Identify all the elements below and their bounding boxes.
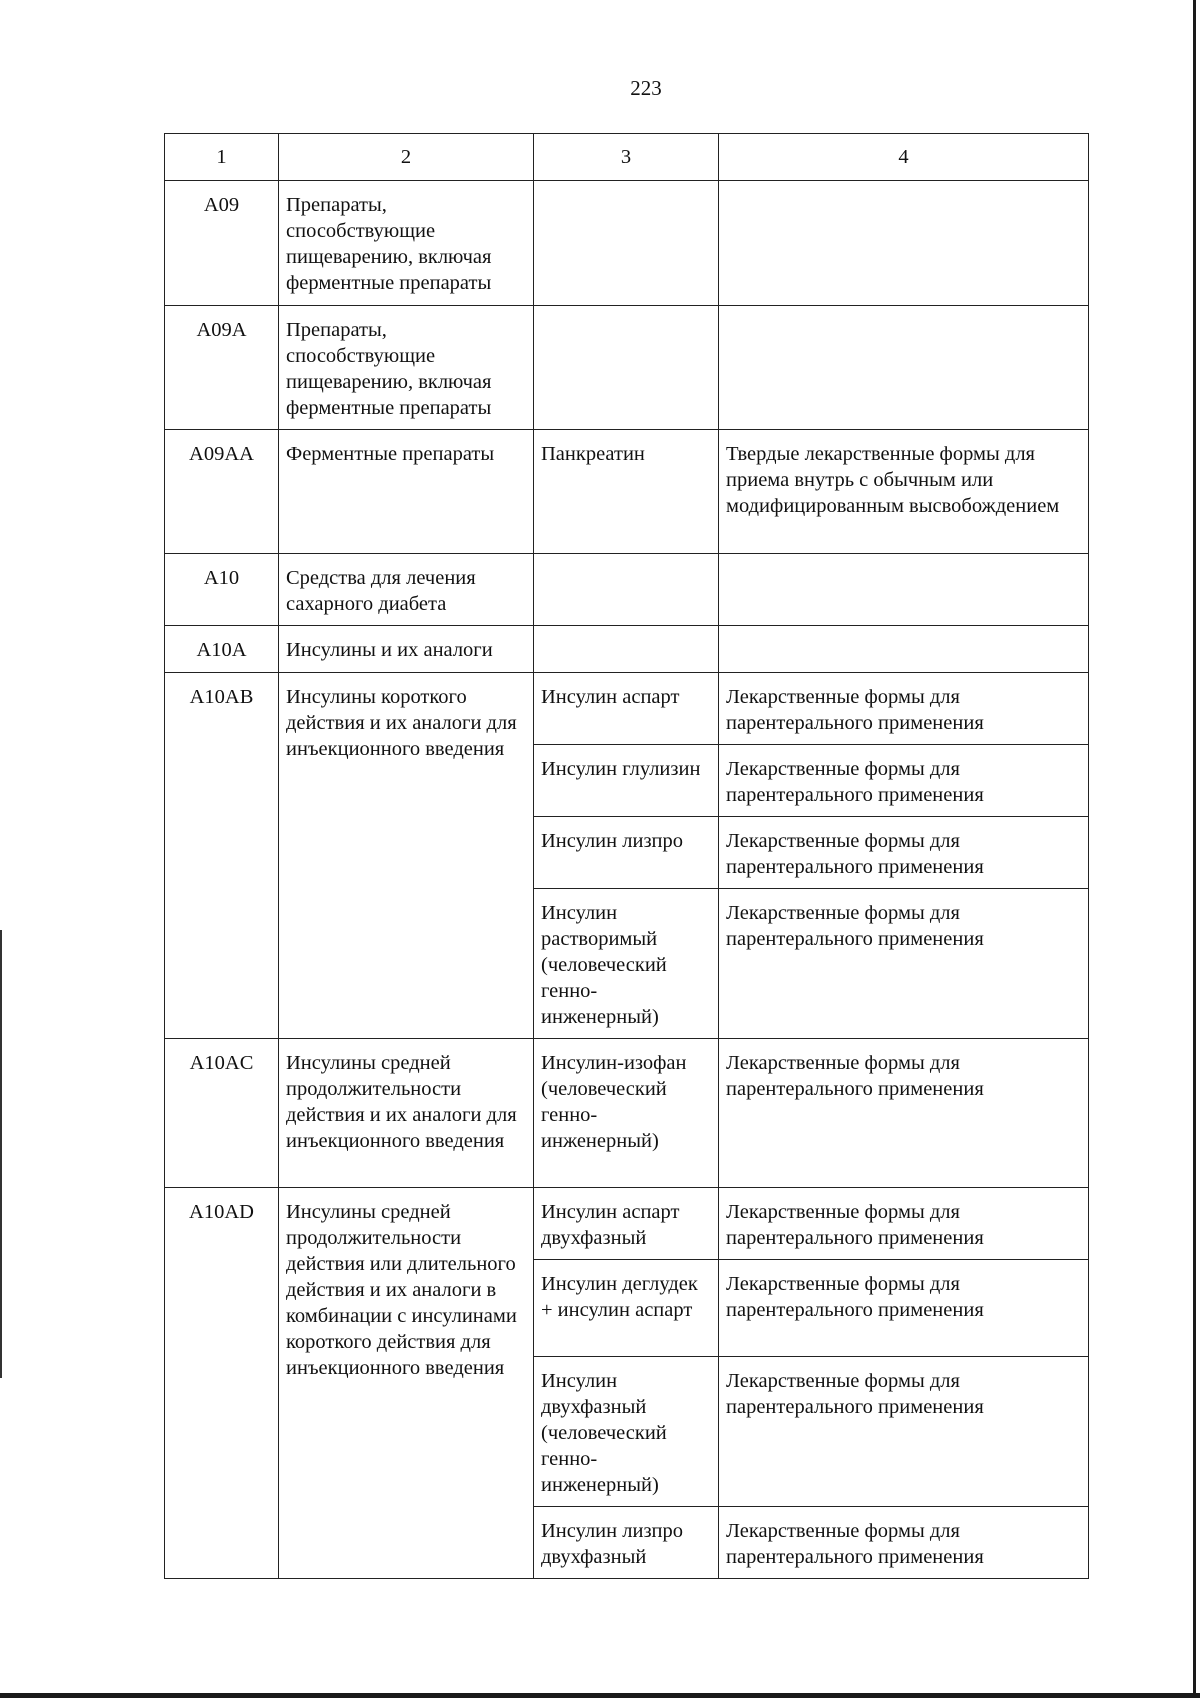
dosage-form	[719, 554, 1089, 626]
table-row	[165, 181, 1089, 306]
dosage-form: Лекарственные формы для парентерального применения	[719, 889, 1089, 1039]
group-name: Препараты, способствующие пищеварению, включая ферментные препараты	[279, 306, 534, 430]
dosage-form: Лекарственные формы для парентерального применения	[719, 1188, 1089, 1260]
group-name: Инсулины и их аналоги	[279, 626, 534, 673]
dosage-form: Лекарственные формы для парентерального применения	[719, 817, 1089, 889]
dosage-form	[719, 626, 1089, 673]
substance-name	[534, 181, 719, 306]
dosage-form: Лекарственные формы для парентерального применения	[719, 745, 1089, 817]
atc-code: A10A	[165, 626, 279, 673]
column-header: 2	[279, 134, 534, 181]
substance-name: Инсулин-изофан (человеческий генно-инженерный)	[534, 1039, 719, 1188]
group-name: Инсулины средней продолжительности действия и их аналоги для инъекционного введения	[279, 1039, 534, 1188]
table-row	[165, 673, 1089, 745]
dosage-form	[719, 181, 1089, 306]
atc-code: A10	[165, 554, 279, 626]
dosage-form: Лекарственные формы для парентерального применения	[719, 1260, 1089, 1357]
atc-code: A10AD	[165, 1188, 279, 1579]
atc-code: A09	[165, 181, 279, 306]
substance-name: Инсулин глулизин	[534, 745, 719, 817]
substance-name: Инсулин аспарт двухфазный	[534, 1188, 719, 1260]
dosage-form: Лекарственные формы для парентерального применения	[719, 673, 1089, 745]
atc-code: A10AC	[165, 1039, 279, 1188]
table-header-row	[165, 134, 1089, 181]
table-row	[165, 430, 1089, 554]
substance-name: Инсулин деглудек + инсулин аспарт	[534, 1260, 719, 1357]
substance-name: Инсулин лизпро двухфазный	[534, 1507, 719, 1579]
substance-name: Инсулин двухфазный (человеческий генно-инженерный)	[534, 1357, 719, 1507]
column-header: 4	[719, 134, 1089, 181]
table-row	[165, 626, 1089, 673]
group-name: Инсулины короткого действия и их аналоги для инъекционного введения	[279, 673, 534, 1039]
page-number: 223	[630, 76, 662, 100]
column-header: 1	[165, 134, 279, 181]
substance-name	[534, 306, 719, 430]
atc-code: A09A	[165, 306, 279, 430]
dosage-form: Лекарственные формы для парентерального применения	[719, 1507, 1089, 1579]
scan-edge-bottom	[0, 1693, 1200, 1698]
dosage-form: Твердые лекарственные формы для приема внутрь с обычным или модифицированным высвобождением	[719, 430, 1089, 554]
substance-name: Инсулин растворимый (человеческий генно-инженерный)	[534, 889, 719, 1039]
table-row	[165, 306, 1089, 430]
group-name: Инсулины средней продолжительности действия или длительного действия и их аналоги в комбинации с инсулинами короткого действия для инъекционного введения	[279, 1188, 534, 1579]
atc-code: A09AA	[165, 430, 279, 554]
substance-name	[534, 554, 719, 626]
table-row	[165, 1039, 1089, 1188]
substance-name	[534, 626, 719, 673]
group-name: Ферментные препараты	[279, 430, 534, 554]
scan-edge-left	[0, 930, 2, 1378]
substance-name: Инсулин аспарт	[534, 673, 719, 745]
dosage-form: Лекарственные формы для парентерального применения	[719, 1039, 1089, 1188]
substance-name: Панкреатин	[534, 430, 719, 554]
scan-edge-right	[1193, 0, 1196, 1698]
substance-name: Инсулин лизпро	[534, 817, 719, 889]
dosage-form: Лекарственные формы для парентерального применения	[719, 1357, 1089, 1507]
group-name: Средства для лечения сахарного диабета	[279, 554, 534, 626]
column-header: 3	[534, 134, 719, 181]
drug-table	[164, 133, 1089, 1579]
group-name: Препараты, способствующие пищеварению, включая ферментные препараты	[279, 181, 534, 306]
table-row	[165, 554, 1089, 626]
dosage-form	[719, 306, 1089, 430]
table-row	[165, 1188, 1089, 1260]
atc-code: A10AB	[165, 673, 279, 1039]
